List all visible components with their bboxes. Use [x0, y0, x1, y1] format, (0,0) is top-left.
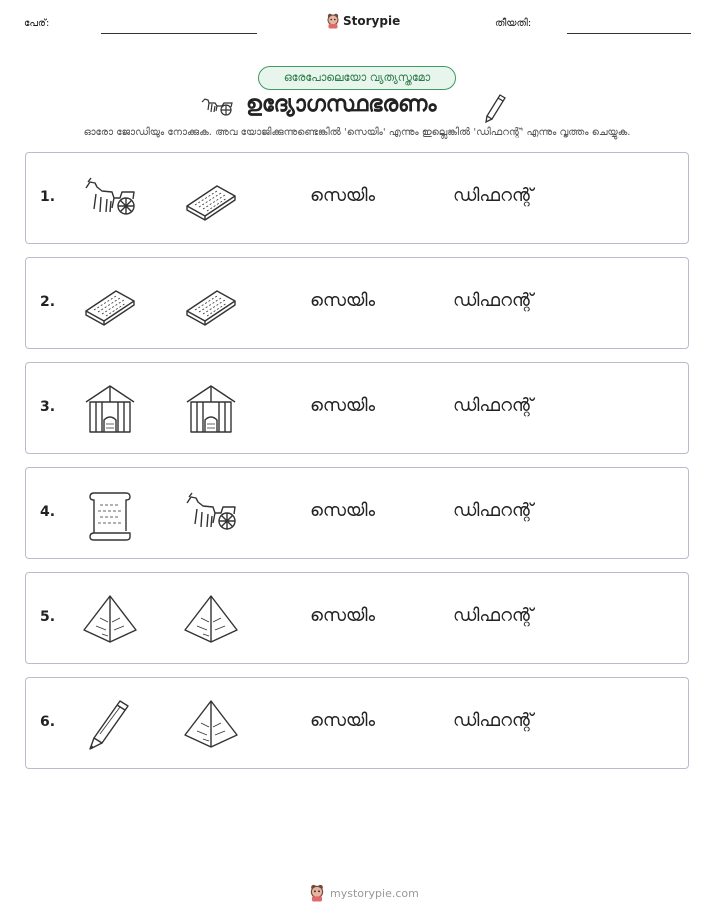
- different-option[interactable]: ഡിഫറന്റ്: [453, 185, 534, 206]
- hut-icon: [183, 382, 239, 438]
- different-option[interactable]: ഡിഫറന്റ്: [453, 710, 534, 731]
- different-option[interactable]: ഡിഫറന്റ്: [453, 605, 534, 626]
- storypie-mascot-icon: [326, 13, 340, 29]
- date-label: തീയതി:: [495, 18, 532, 29]
- worksheet-type-badge: ഒരേപോലെയോ വ്യത്യസ്തമോ: [258, 66, 456, 90]
- chariot-icon: [82, 172, 138, 228]
- question-number: 4.: [40, 504, 56, 520]
- question-number: 1.: [40, 189, 56, 205]
- instructions: ഓരോ ജോഡിയും നോക്കുക. അവ യോജിക്കുന്നുണ്ടെങ്കിൽ 'സെയിം' എന്നും ഇല്ലെങ്കിൽ 'ഡിഫറന്റ്' എന്നും വൃത്തം ചെയ്യുക.: [83, 127, 631, 138]
- name-label: പേര്:: [24, 18, 50, 29]
- same-option[interactable]: സെയിം: [310, 605, 376, 626]
- pyramid-icon: [183, 697, 239, 753]
- date-line[interactable]: [567, 33, 691, 34]
- question-card: [25, 362, 689, 454]
- different-option[interactable]: ഡിഫറന്റ്: [453, 395, 534, 416]
- different-option[interactable]: ഡിഫറന്റ്: [453, 500, 534, 521]
- question-card: [25, 572, 689, 664]
- question-number: 3.: [40, 399, 56, 415]
- storypie-mascot-icon: [309, 884, 325, 902]
- pyramid-icon: [82, 592, 138, 648]
- chariot-icon: [183, 487, 239, 543]
- title-row: [0, 90, 714, 126]
- chariot-icon: [200, 96, 234, 118]
- brand-name: Storypie: [343, 14, 401, 28]
- same-option[interactable]: സെയിം: [310, 185, 376, 206]
- question-card: [25, 467, 689, 559]
- pencil-icon: [483, 92, 509, 124]
- tablet-icon: [183, 277, 239, 333]
- question-number: 6.: [40, 714, 56, 730]
- same-option[interactable]: സെയിം: [310, 290, 376, 311]
- pyramid-icon: [183, 592, 239, 648]
- tablet-icon: [82, 277, 138, 333]
- question-card: [25, 257, 689, 349]
- question-number: 5.: [40, 609, 56, 625]
- different-option[interactable]: ഡിഫറന്റ്: [453, 290, 534, 311]
- footer-url[interactable]: mystorypie.com: [330, 886, 419, 900]
- tablet-icon: [183, 172, 239, 228]
- scroll-icon: [82, 487, 138, 543]
- page-title: ഉദ്യോഗസ്ഥഭരണം: [246, 92, 437, 117]
- footer: [309, 884, 419, 902]
- question-card: [25, 152, 689, 244]
- question-card: [25, 677, 689, 769]
- same-option[interactable]: സെയിം: [310, 710, 376, 731]
- pencil-icon: [82, 697, 138, 753]
- name-line[interactable]: [101, 33, 257, 34]
- brand-logo: [326, 13, 400, 29]
- same-option[interactable]: സെയിം: [310, 500, 376, 521]
- hut-icon: [82, 382, 138, 438]
- question-number: 2.: [40, 294, 56, 310]
- same-option[interactable]: സെയിം: [310, 395, 376, 416]
